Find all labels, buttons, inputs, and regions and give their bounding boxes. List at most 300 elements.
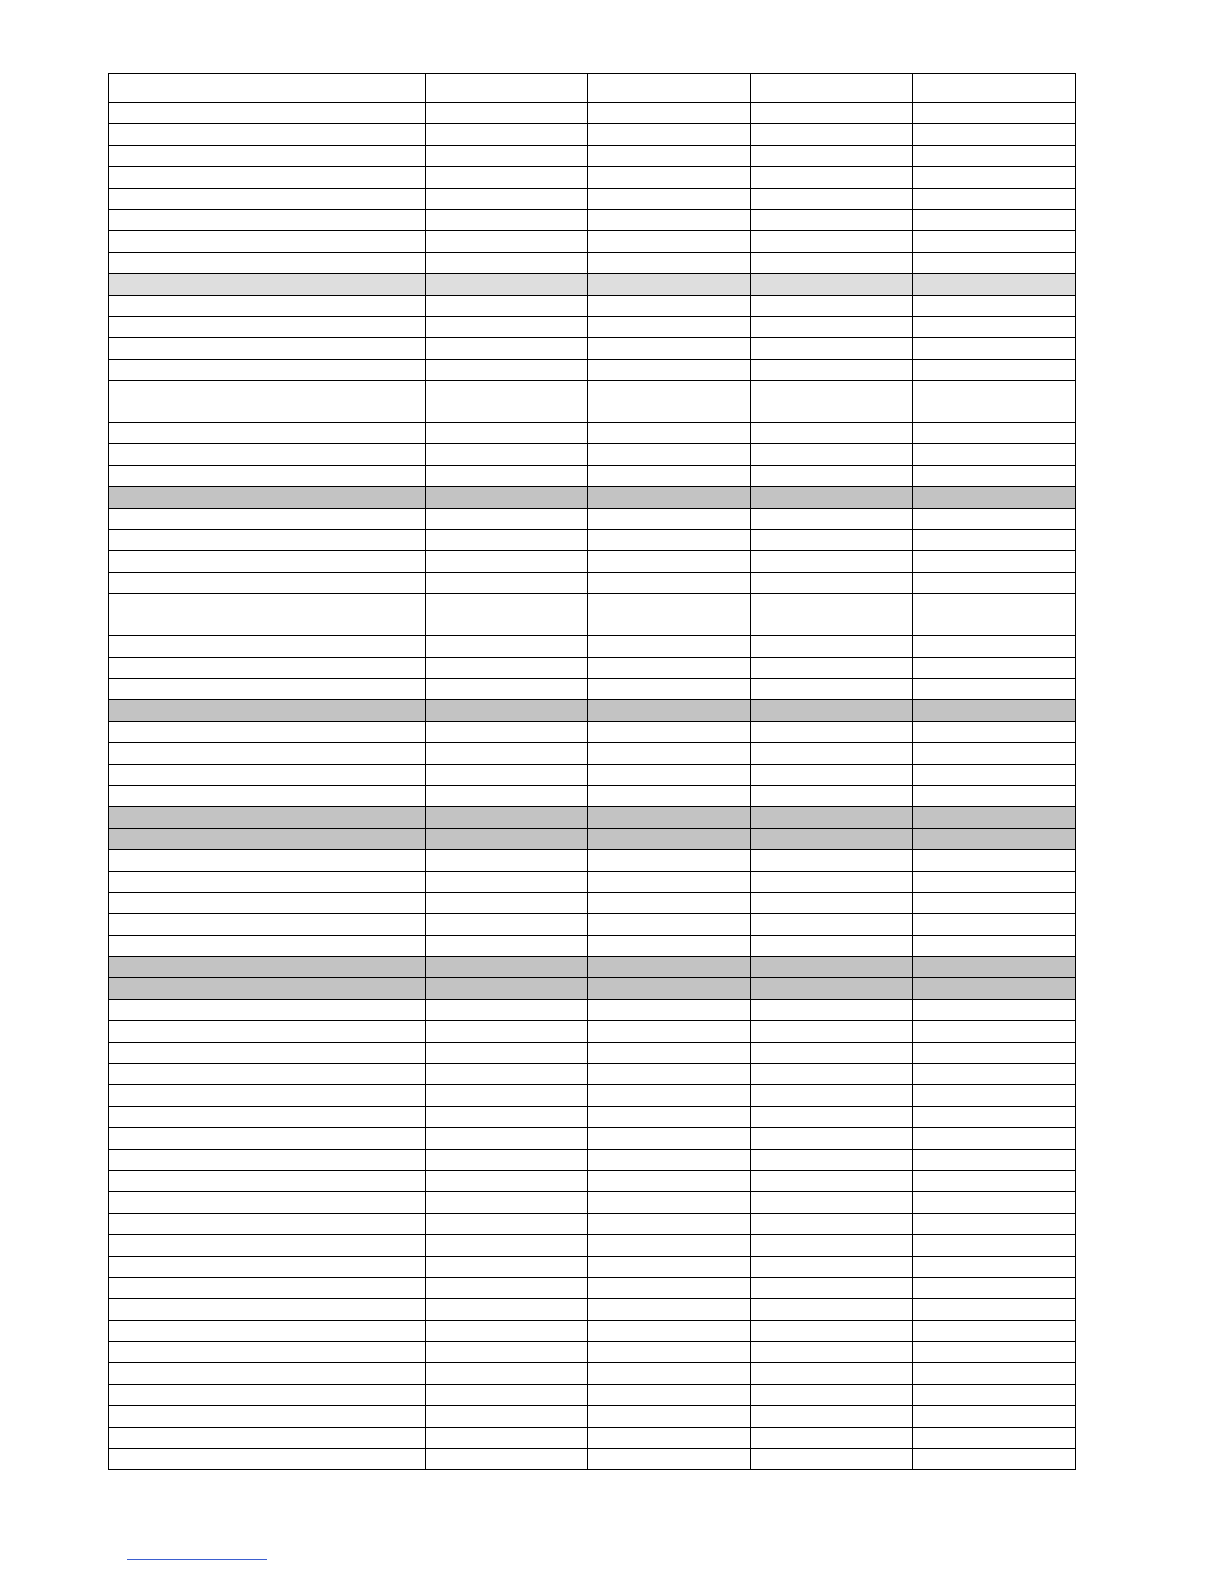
table-row [109,1406,1076,1427]
table-cell [426,1363,588,1384]
table-cell [426,231,588,252]
table-cell [751,678,913,699]
table-row [109,1299,1076,1320]
table-cell [751,828,913,849]
table-cell [913,1406,1076,1427]
table-cell [913,1170,1076,1191]
table-cell [913,231,1076,252]
table-cell [109,657,426,678]
table-cell [588,1085,751,1106]
table-row [109,636,1076,657]
table-cell [426,1320,588,1341]
table-cell [751,1128,913,1149]
table-cell [588,1106,751,1127]
table-header-row [109,74,1076,103]
table-cell [426,381,588,423]
table-cell [588,1299,751,1320]
table-cell [588,828,751,849]
table-row [109,508,1076,529]
table-cell [751,1449,913,1470]
table-cell [913,807,1076,828]
table-row [109,316,1076,337]
table-cell [913,914,1076,935]
table-cell [751,850,913,871]
table-row [109,1256,1076,1277]
table-cell [913,871,1076,892]
table-cell [751,1299,913,1320]
table-cell [109,316,426,337]
table-cell [588,572,751,593]
table-cell [913,1064,1076,1085]
table-cell [588,935,751,956]
table-row [109,1149,1076,1170]
table-cell [588,508,751,529]
table-cell [913,1235,1076,1256]
table-cell [588,594,751,636]
table-row [109,999,1076,1020]
table-cell [426,700,588,721]
table-cell [913,465,1076,486]
table-cell [109,1384,426,1405]
table-cell [109,1277,426,1298]
table-section-row [109,700,1076,721]
table-row [109,1064,1076,1085]
table-cell [751,764,913,785]
table-cell [751,188,913,209]
table-cell [588,551,751,572]
table-cell [426,209,588,230]
table-cell [426,167,588,188]
table-row [109,188,1076,209]
table-row [109,572,1076,593]
table-cell [588,892,751,913]
table-cell [751,1363,913,1384]
table-cell [109,1149,426,1170]
table-cell [751,508,913,529]
table-cell [751,145,913,166]
table-cell [109,423,426,444]
table-cell [109,1449,426,1470]
table-cell [109,1192,426,1213]
table-cell [751,316,913,337]
table-cell [913,551,1076,572]
table-cell [913,74,1076,103]
table-cell [588,657,751,678]
table-cell [588,252,751,273]
table-cell [426,828,588,849]
table-cell [426,850,588,871]
footer-link-underline [127,1559,267,1560]
table-cell [751,999,913,1020]
table-cell [751,295,913,316]
table-cell [588,359,751,380]
table-cell [109,1427,426,1448]
table-cell [588,1042,751,1063]
table-cell [588,1170,751,1191]
table-cell [913,145,1076,166]
table-cell [109,721,426,742]
table-cell [751,551,913,572]
table-cell [426,423,588,444]
table-cell [588,785,751,806]
table-cell [109,807,426,828]
table-row [109,465,1076,486]
table-cell [588,1427,751,1448]
table-cell [588,487,751,508]
table-cell [426,914,588,935]
table-cell [913,572,1076,593]
table-cell [751,1342,913,1363]
table-cell [913,594,1076,636]
table-cell [588,530,751,551]
table-cell [426,999,588,1020]
table-cell [426,530,588,551]
table-cell [588,74,751,103]
table-cell [588,700,751,721]
table-cell [588,1021,751,1042]
table-cell [913,209,1076,230]
table-row [109,381,1076,423]
table-cell [426,678,588,699]
table-cell [426,444,588,465]
table-row [109,1085,1076,1106]
table-cell [751,721,913,742]
table-cell [751,1213,913,1234]
table-cell [426,1235,588,1256]
table-cell [109,1342,426,1363]
table-cell [426,295,588,316]
table-cell [913,103,1076,124]
table-row [109,892,1076,913]
table-cell [109,487,426,508]
table-cell [426,572,588,593]
table-cell [913,828,1076,849]
table-cell [751,487,913,508]
table-cell [109,1256,426,1277]
table-cell [426,359,588,380]
table-cell [109,871,426,892]
table-row [109,871,1076,892]
table-cell [426,721,588,742]
table-cell [109,700,426,721]
table-cell [751,892,913,913]
table-cell [913,1384,1076,1405]
table-cell [751,231,913,252]
table-cell [426,508,588,529]
table-cell [426,594,588,636]
table-row [109,167,1076,188]
table-cell [913,657,1076,678]
table-row [109,338,1076,359]
table-cell [913,124,1076,145]
table-row [109,1042,1076,1063]
table-cell [109,785,426,806]
table-cell [751,785,913,806]
table-cell [751,103,913,124]
table-cell [109,508,426,529]
table-cell [109,551,426,572]
table-cell [109,338,426,359]
table-cell [426,1192,588,1213]
table-cell [426,657,588,678]
table-cell [588,465,751,486]
table-cell [913,530,1076,551]
table-cell [426,338,588,359]
table-cell [751,594,913,636]
table-cell [751,1149,913,1170]
table-cell [751,1427,913,1448]
table-row [109,209,1076,230]
table-cell [109,935,426,956]
table-cell [913,1299,1076,1320]
table-cell [588,914,751,935]
table-cell [426,1128,588,1149]
table-cell [109,381,426,423]
table-cell [109,1320,426,1341]
table-cell [426,252,588,273]
table-cell [426,188,588,209]
table-cell [751,359,913,380]
table-section-row [109,978,1076,999]
table-cell [109,359,426,380]
table-cell [751,935,913,956]
table-cell [426,274,588,295]
table-cell [588,678,751,699]
table-cell [751,1042,913,1063]
table-cell [426,1256,588,1277]
table-cell [751,1021,913,1042]
table-cell [588,444,751,465]
table-cell [588,636,751,657]
table-cell [426,487,588,508]
table-row [109,1384,1076,1405]
table-cell [751,871,913,892]
table-cell [109,892,426,913]
table-cell [751,167,913,188]
table-section-row [109,957,1076,978]
table-cell [426,551,588,572]
table-cell [913,359,1076,380]
table-row [109,850,1076,871]
table-cell [913,636,1076,657]
table-cell [588,764,751,785]
table-cell [913,1106,1076,1127]
table-cell [751,957,913,978]
table-cell [109,1299,426,1320]
table-row [109,1213,1076,1234]
table-cell [588,1128,751,1149]
table-cell [426,1021,588,1042]
table-cell [109,465,426,486]
table-cell [426,935,588,956]
table-row [109,551,1076,572]
table-cell [426,124,588,145]
table-cell [588,957,751,978]
table-cell [109,124,426,145]
table-section-row [109,274,1076,295]
table-cell [913,188,1076,209]
table-cell [588,145,751,166]
table-row [109,423,1076,444]
table-cell [751,743,913,764]
table-cell [751,978,913,999]
table-row [109,530,1076,551]
table-cell [751,1235,913,1256]
table-cell [109,231,426,252]
table-cell [109,1021,426,1042]
table-cell [588,721,751,742]
table-cell [588,1406,751,1427]
table-cell [109,252,426,273]
table-cell [109,145,426,166]
table-cell [426,957,588,978]
table-cell [588,1320,751,1341]
table-cell [109,999,426,1020]
table-cell [913,1021,1076,1042]
table-cell [588,1277,751,1298]
table-cell [913,743,1076,764]
table-cell [588,231,751,252]
table-cell [913,1042,1076,1063]
table-cell [109,1170,426,1191]
table-cell [751,465,913,486]
table-row [109,1363,1076,1384]
table-cell [913,1213,1076,1234]
table-cell [751,1320,913,1341]
table-cell [109,764,426,785]
table-row [109,678,1076,699]
table-cell [751,423,913,444]
table-cell [751,636,913,657]
table-cell [751,1384,913,1405]
table-cell [751,914,913,935]
table-section-row [109,828,1076,849]
table-cell [588,999,751,1020]
table-cell [426,1427,588,1448]
table-cell [913,316,1076,337]
table-cell [109,530,426,551]
table-row [109,295,1076,316]
table-row [109,935,1076,956]
table-cell [426,74,588,103]
table-cell [913,1085,1076,1106]
table-cell [751,381,913,423]
table-cell [588,871,751,892]
table-cell [426,807,588,828]
table-cell [751,1192,913,1213]
table-cell [588,850,751,871]
table-row [109,444,1076,465]
table-cell [426,1277,588,1298]
table-cell [426,871,588,892]
table-cell [426,1085,588,1106]
table-cell [913,295,1076,316]
table-cell [109,1042,426,1063]
table-row [109,721,1076,742]
table-cell [109,1363,426,1384]
table-cell [913,423,1076,444]
table-cell [588,274,751,295]
table-cell [109,978,426,999]
table-cell [913,444,1076,465]
table-cell [426,743,588,764]
table-cell [426,1064,588,1085]
table-cell [588,978,751,999]
table-cell [588,209,751,230]
table-cell [913,700,1076,721]
table-cell [913,1277,1076,1298]
table-row [109,657,1076,678]
table-cell [109,743,426,764]
table-cell [751,572,913,593]
table-cell [109,1064,426,1085]
table-row [109,914,1076,935]
table-cell [751,1277,913,1298]
table-cell [751,124,913,145]
table-cell [588,295,751,316]
table-cell [426,636,588,657]
table-row [109,785,1076,806]
table-cell [913,935,1076,956]
table-cell [109,167,426,188]
table-cell [426,145,588,166]
table-row [109,1128,1076,1149]
table-cell [588,743,751,764]
table-cell [913,764,1076,785]
table-cell [751,807,913,828]
table-cell [588,1384,751,1405]
table-cell [109,678,426,699]
table-cell [426,1042,588,1063]
table-cell [913,1192,1076,1213]
table-cell [588,1064,751,1085]
table-cell [751,1085,913,1106]
table-row [109,124,1076,145]
table-cell [913,338,1076,359]
table-row [109,1106,1076,1127]
table-cell [588,338,751,359]
table-cell [109,103,426,124]
table-cell [588,381,751,423]
table-cell [751,1256,913,1277]
table-cell [588,103,751,124]
table-cell [588,1192,751,1213]
table-cell [109,1128,426,1149]
table-cell [426,1213,588,1234]
table-cell [109,1213,426,1234]
table-cell [109,209,426,230]
table-cell [913,999,1076,1020]
table-cell [913,381,1076,423]
table-cell [913,1320,1076,1341]
table-cell [588,188,751,209]
table-cell [751,209,913,230]
table-cell [109,914,426,935]
table-cell [109,1106,426,1127]
table-row [109,1021,1076,1042]
table-cell [913,167,1076,188]
table-row [109,145,1076,166]
table-cell [588,1213,751,1234]
table-cell [588,124,751,145]
table-cell [426,1299,588,1320]
table-cell [913,957,1076,978]
table-cell [109,74,426,103]
table-cell [751,1170,913,1191]
table-cell [913,1149,1076,1170]
table-cell [913,487,1076,508]
table-row [109,743,1076,764]
